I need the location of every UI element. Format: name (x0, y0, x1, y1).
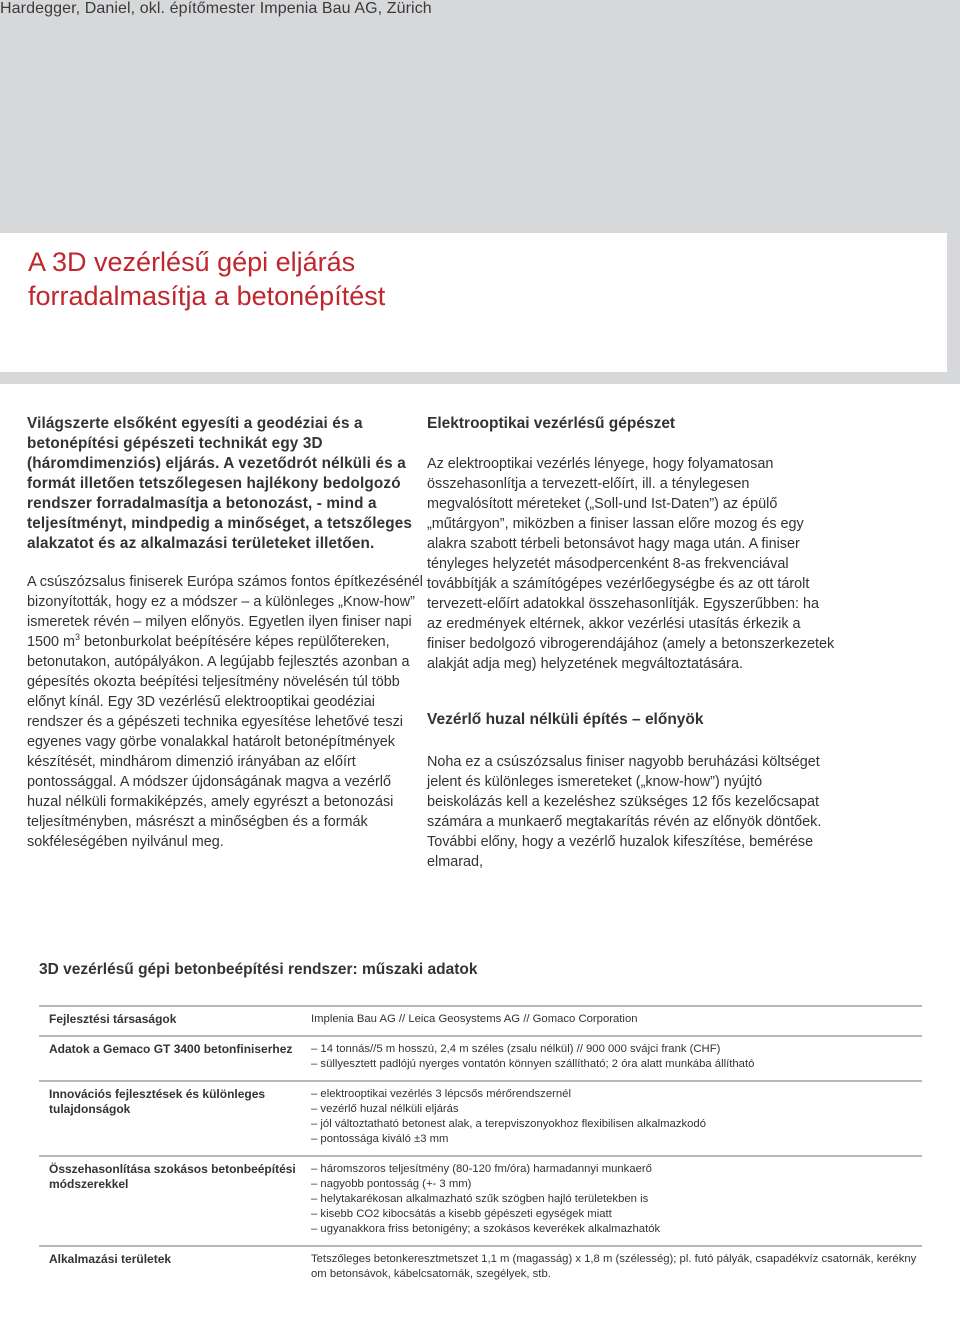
right-paragraph-2: Noha ez a csúszózsalus finiser nagyobb beruházási költséget jelent és különleges ismereteket („know-how”) nyújtó beiskolázás kell a kezeléshez szükséges 12 fős kezelőcsapat számára a munkaerő megtakarítás révén az előnyök döntőek. További előny, hogy a vezérlő huzalok kifeszítése, bemérése elmarad, (427, 754, 822, 870)
table-row-label: Alkalmazási területek (49, 1252, 172, 1266)
tech-data-table (39, 1005, 922, 1290)
left-body-text-2: betonburkolat beépítésére képes repülőtereken, betonutakon, autópályákon. A legújabb fejlesztés azonban a gépesítés okozta beépítési teljesítmény növelésén túl több előnyt kínál. Egy 3D vezérlésű elektrooptikai geodéziai rendszer és a gépészeti technika egyesítése lehetővé teszi egyenes vagy görbe vonalakkal határolt betonépítmények készítését, mindhárom dimenzió irányában az előírt pontossággal. A módszer újdonságának magva a vezérlő huzal nélküli formakiképzés, amely egyrészt a betonozási teljesítményben, másrészt a minőségben és a formák sokféleségében nyilvánul meg. (27, 634, 410, 850)
table-row-label: Adatok a Gemaco GT 3400 betonfiniserhez (49, 1042, 293, 1056)
table-row-value (301, 1081, 922, 1156)
page-title-line-2: forradalmasítja a betonépítést (28, 281, 386, 311)
lead-paragraph: Világszerte elsőként egyesíti a geodéziai és a betonépítési gépészeti technikát egy 3D (háromdimenziós) eljárás. A vezetődrót nélküli és a formát illetően tetszőlegesen hajlékony bedolgozó rendszer forradalmasítja a betonozást, - mind a teljesítményt, mindpedig a minőséget, a tetszőleges alakzatot és az alkalmazási területeket illetően. (27, 415, 413, 552)
table-row (39, 1006, 922, 1036)
left-column (27, 414, 427, 852)
table-row (39, 1081, 922, 1156)
list-item: – 14 tonnás//5 m hosszú, 2,4 m széles (zsalu nélkül) // 900 000 svájci frank (CHF) (311, 1042, 922, 1057)
table-value-text: Implenia Bau AG // Leica Geosystems AG // Gomaco Corporation (311, 1013, 638, 1025)
right-column (427, 414, 837, 872)
tech-table-title: 3D vezérlésű gépi betonbeépítési rendszer: műszaki adatok (39, 961, 478, 978)
table-value-list (311, 1042, 922, 1072)
table-row (39, 1036, 922, 1081)
table-value-list (311, 1087, 922, 1147)
tech-table-body (39, 1006, 922, 1290)
list-item: – vezérlő huzal nélküli eljárás (311, 1102, 922, 1117)
left-body-paragraph (27, 572, 427, 852)
list-item: – ugyanakkora friss betonigény; a szokásos keverékek alkalmazhatók (311, 1222, 922, 1237)
list-item: – helytakarékosan alkalmazható szűk szögben hajló területekben is (311, 1192, 922, 1207)
section-heading-electrooptic: Elektrooptikai vezérlésű gépészet (427, 415, 676, 432)
table-row-value (301, 1006, 922, 1036)
table-row (39, 1246, 922, 1290)
table-row-value (301, 1246, 922, 1290)
right-paragraph-1: Az elektrooptikai vezérlés lényege, hogy folyamatosan összehasonlítja a tervezett-előírt, ill. a ténylegesen megvalósított méreteket („Soll-und Ist-Daten”) az épülő „műtárgyon”, miközben a finiser lassan előre mozog és egy alakra szabott térbeli betonsávot hagy maga után. A finiser tényleges helyzetét másodpercenként 8-as frekvenciával továbbítják a számítógépes vezérlőegységbe és az ott tárolt tervezett-előírt adatokkal összehasonlítják. Egyszerűbben: ha az eredmények eltérnek, akkor vezérlési utasítás érkezik a finiser bedolgozó vibrogerendájához (amely a betonszerkezetek alakját adja meg) helyzetének megváltoztatására. (427, 456, 835, 672)
section-heading-advantages: Vezérlő huzal nélküli építés – előnyök (427, 711, 704, 728)
table-row-value (301, 1036, 922, 1081)
list-item: – nagyobb pontosság (+- 3 mm) (311, 1177, 922, 1192)
page-title-line-1: A 3D vezérlésű gépi eljárás (28, 247, 356, 277)
list-item: – kisebb CO2 kibocsátás a kisebb gépészeti egységek miatt (311, 1207, 922, 1222)
table-row-label: Fejlesztési társaságok (49, 1012, 177, 1026)
table-row-label: Innovációs fejlesztések és különleges tulajdonságok (49, 1087, 266, 1116)
superscript-3: 3 (75, 632, 81, 643)
table-value-list (311, 1162, 922, 1237)
list-item: – jól változtatható betonest alak, a terepviszonyokhoz flexibilisen alkalmazkodó (311, 1117, 922, 1132)
left-body-text-1: A csúszózsalus finiserek Európa számos fontos építkezésénél bizonyították, hogy ez a módszer – a különleges „Know-how” ismeretek révén – milyen előnyös. Egyetlen ilyen finiser napi 1500 m (27, 574, 423, 650)
table-row-value (301, 1156, 922, 1246)
table-value-text: Tetszőleges betonkeresztmetszet 1,1 m (magasság) x 1,8 m (szélesség); pl. futó pályák, csapadékvíz csatornák, kerékny om betonsávok, kábelcsatornák, szegélyek, stb. (311, 1253, 917, 1280)
list-item: – háromszoros teljesítmény (80-120 fm/óra) harmadannyi munkaerő (311, 1162, 922, 1177)
section-divider (0, 372, 960, 384)
list-item: – elektrooptikai vezérlés 3 lépcsős mérőrendszernél (311, 1087, 922, 1102)
page-title (28, 245, 385, 313)
author-line: Hardegger, Daniel, okl. építőmester Impenia Bau AG, Zürich (0, 0, 432, 17)
table-row (39, 1156, 922, 1246)
table-row-label: Összehasonlítása szokásos betonbeépítési módszerekkel (49, 1162, 296, 1191)
list-item: – pontossága kiváló ±3 mm (311, 1132, 922, 1147)
list-item: – süllyesztett padlójú nyerges vontatón könnyen szállítható; 2 óra alatt munkába állítható (311, 1057, 922, 1072)
